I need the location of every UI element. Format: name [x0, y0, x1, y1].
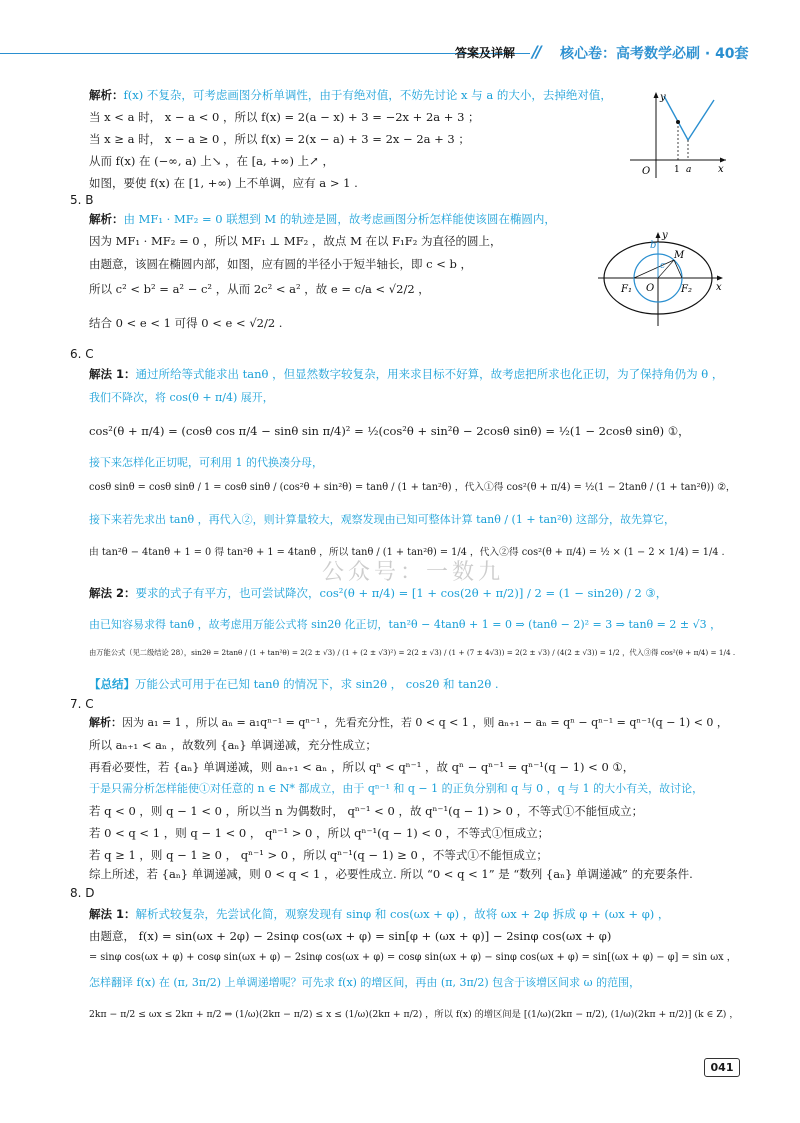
text-line: 结合 0 < e < 1 可得 0 < e < √2/2 .	[89, 316, 283, 330]
line-body: 通过所给等式能求出 tanθ ，但显然数字较复杂，用来求目标不好算，故考虑把所求也化正切，为了保持角仍为 θ ，	[135, 367, 724, 381]
fig1-x-label: x	[718, 164, 724, 175]
line-prefix: 解析：	[89, 212, 124, 226]
fig1-origin-label: O	[642, 166, 651, 177]
fig1-y-label: y	[660, 92, 666, 103]
text-line: 当 x ≥ a 时， x − a ≥ 0 ，所以 f(x) = 2(x − a) + 3 = 2x − 2a + 3 ；	[89, 132, 470, 146]
fig1-v-curve	[664, 96, 714, 140]
line-prefix: 解法 1：	[89, 907, 136, 921]
text-line: 当 x < a 时， x − a < 0 ，所以 f(x) = 2(a − x) + 3 = −2x + 2a + 3 ；	[89, 110, 480, 124]
line-prefix: 解法 1：	[89, 367, 136, 381]
equation-line: cosθ sinθ = cosθ sinθ / 1 = cosθ sinθ / (cos²θ + sin²θ) = tanθ / (1 + tan²θ) ，代入①得 cos²(θ + π/4) = ½(1 − 2tanθ / (1 + tan²θ)) ②，	[89, 482, 736, 493]
question-6-answer: 6. C	[70, 347, 94, 361]
text-line: 综上所述，若 {aₙ} 单调递减，则 0 < q < 1 ，必要性成立. 所以 “0 < q < 1” 是 “数列 {aₙ} 单调递减” 的充要条件.	[89, 867, 693, 881]
text-line: 因为 MF₁ · MF₂ = 0 ，所以 MF₁ ⊥ MF₂ ，故点 M 在以 F₁F₂ 为直径的圆上，	[89, 234, 502, 248]
text-line	[89, 715, 728, 731]
header-rule	[0, 53, 530, 54]
summary-line	[89, 676, 499, 692]
text-line	[89, 87, 612, 103]
text-line: 如图，要使 f(x) 在 [1, +∞) 上不单调，应有 a > 1 .	[89, 176, 358, 190]
header-section-label: 答案及详解	[455, 46, 516, 60]
line-prefix: 解析：	[89, 88, 124, 102]
text-line: 若 q ≥ 1 ，则 q − 1 ≥ 0 ， qⁿ⁻¹ > 0 ，所以 qⁿ⁻¹(q − 1) ≥ 0 ，不等式①不能恒成立；	[89, 848, 548, 862]
line-prefix: 解法 2：	[89, 586, 136, 600]
equation-line: 由万能公式（见二级结论 28），sin2θ = 2tanθ / (1 + tan²θ) = 2(2 ± √3) / (1 + (2 ± √3)²) = 2(2 ± √3) / (1 + (7 ± 4√3)) = 2(2 ± √3) / (4(2 ± √3)) = 1/2 ，代入③得 cos²(θ + π/4) = 1/4 .	[89, 648, 736, 657]
fig2-y-arrow-icon	[656, 232, 661, 238]
line-body: 要求的式子有平方，也可尝试降次，cos²(θ + π/4) = [1 + cos(2θ + π/2)] / 2 = (1 − sin2θ) / 2 ③，	[135, 586, 668, 600]
text-line: 接下来若先求出 tanθ ，再代入②，则计算量较大，观察发现由已知可整体计算 tanθ / (1 + tan²θ) 这部分，故先算它，	[89, 513, 675, 526]
text-line	[89, 585, 667, 601]
text-line: 所以 c² < b² = a² − c² ，从而 2c² < a² ，故 e = c/a < √2/2 ，	[89, 282, 430, 296]
line-body: f(x) 不复杂，可考虑画图分析单调性，由于有绝对值，不妨先讨论 x 与 a 的大小，去掉绝对值，	[123, 88, 612, 102]
fig2-f2-label: F₂	[681, 284, 692, 295]
question-7-answer: 7. C	[70, 697, 94, 711]
text-line: 若 0 < q < 1 ，则 q − 1 < 0 ， qⁿ⁻¹ > 0 ，所以 qⁿ⁻¹(q − 1) < 0 ，不等式①恒成立；	[89, 826, 550, 840]
watermark-text: 公众号：一数九	[322, 560, 505, 585]
header-brand-title: 核心卷：高考数学必刷 · 40套	[560, 46, 749, 62]
equation-line: 由 tan²θ − 4tanθ + 1 = 0 得 tan²θ + 1 = 4tanθ ，所以 tanθ / (1 + tan²θ) = 1/4 ，代入②得 cos²(θ + π/4) = ½ × (1 − 2 × 1/4) = 1/4 .	[89, 547, 725, 558]
fig2-m-label: M	[674, 250, 685, 261]
text-line: 怎样翻译 f(x) 在 (π, 3π/2) 上单调递增呢？可先求 f(x) 的增区间，再由 (π, 3π/2) 包含于该增区间求 ω 的范围，	[89, 976, 641, 989]
equation-line: cos²(θ + π/4) = (cosθ cos π/4 − sinθ sin π/4)² = ½(cos²θ + sin²θ − 2cosθ sinθ) = ½(1 − 2cosθ sinθ) ①，	[89, 424, 690, 438]
text-line: 接下来怎样化正切呢，可利用 1 的代换凑分母，	[89, 456, 323, 469]
figure-abs-value-graph	[630, 88, 730, 180]
fig2-f1-label: F₁	[621, 284, 632, 295]
text-line	[89, 906, 669, 922]
fig1-x-arrow-icon	[720, 158, 726, 163]
fig2-x-arrow-icon	[717, 276, 723, 281]
fig2-c-label: c	[660, 261, 666, 271]
text-line	[89, 211, 556, 227]
line-body: 万能公式可用于在已知 tanθ 的情况下，求 sin2θ ， cos2θ 和 tan2θ .	[135, 677, 499, 691]
fig2-y-label: y	[662, 230, 668, 241]
text-line: 我们不降次，将 cos(θ + π/4) 展开，	[89, 391, 274, 404]
fig1-tick-1: 1	[674, 165, 680, 175]
text-line: 所以 aₙ₊₁ < aₙ ，故数列 {aₙ} 单调递减，充分性成立；	[89, 738, 377, 752]
header-slash-icon: //	[532, 42, 540, 61]
line-prefix: 解析：	[89, 716, 122, 729]
text-line: 由已知容易求得 tanθ ，故考虑用万能公式将 sin2θ 化正切，tan²θ − 4tanθ + 1 = 0 ⇒ (tanθ − 2)² = 3 ⇒ tanθ = 2 ± √3 ，	[89, 618, 722, 631]
question-8-answer: 8. D	[70, 886, 95, 900]
line-body: 解析式较复杂，先尝试化简，观察发现有 sinφ 和 cos(ωx + φ) ，故将 ωx + 2φ 拆成 φ + (ωx + φ) ，	[135, 907, 670, 921]
fig2-b-label: b	[650, 240, 657, 251]
text-line: 再看必要性，若 {aₙ} 单调递减，则 aₙ₊₁ < aₙ ，所以 qⁿ < qⁿ⁻¹ ，故 qⁿ − qⁿ⁻¹ = qⁿ⁻¹(q − 1) < 0 ①，	[89, 760, 635, 774]
text-line	[89, 366, 723, 382]
page-header	[0, 0, 800, 70]
text-line: 若 q < 0 ，则 q − 1 < 0 ，所以当 n 为偶数时， qⁿ⁻¹ < 0 ，故 qⁿ⁻¹(q − 1) > 0 ，不等式①不能恒成立；	[89, 804, 644, 818]
summary-tag: 【总结】	[89, 677, 135, 691]
text-line: 由题意，该圆在椭圆内部，如图，应有圆的半径小于短半轴长，即 c < b ，	[89, 257, 473, 271]
fig1-tick-a: a	[686, 165, 692, 175]
equation-line: = sinφ cos(ωx + φ) + cosφ sin(ωx + φ) − 2sinφ cos(ωx + φ) = cosφ sin(ωx + φ) − sinφ cos(ωx + φ) = sin[(ωx + φ) − φ] = sin ωx ，	[89, 952, 737, 963]
figure-ellipse-circle	[596, 228, 726, 328]
fig1-y-arrow-icon	[654, 92, 659, 98]
equation-line: 2kπ − π/2 ≤ ωx ≤ 2kπ + π/2 ⇒ (1/ω)(2kπ − π/2) ≤ x ≤ (1/ω)(2kπ + π/2) ，所以 f(x) 的增区间是 [(1/ω)(2kπ − π/2), (1/ω)(2kπ + π/2)] (k ∈ Z) ，	[89, 1009, 739, 1020]
text-line: 于是只需分析怎样能使①对任意的 n ∈ N* 都成立，由于 qⁿ⁻¹ 和 q − 1 的正负分别和 q 与 0 ，q 与 1 的大小有关，故讨论，	[89, 782, 704, 795]
fig2-x-label: x	[716, 282, 722, 293]
text-line: 从而 f(x) 在 (−∞, a) 上↘ ，在 [a, +∞) 上↗ ，	[89, 154, 334, 168]
question-5-answer: 5. B	[70, 193, 94, 207]
line-body: 由 MF₁ · MF₂ = 0 联想到 M 的轨迹是圆，故考虑画图分析怎样能使该圆在椭圆内，	[123, 212, 556, 226]
equation-line: 由题意， f(x) = sin(ωx + 2φ) − 2sinφ cos(ωx + φ) = sin[φ + (ωx + φ)] − 2sinφ cos(ωx + φ)	[89, 929, 612, 943]
line-body: 因为 a₁ = 1 ，所以 aₙ = a₁qⁿ⁻¹ = qⁿ⁻¹ ，先看充分性，若 0 < q < 1 ，则 aₙ₊₁ − aₙ = qⁿ − qⁿ⁻¹ = qⁿ⁻¹(q − 1) < 0 ，	[122, 716, 728, 729]
fig2-origin-label: O	[646, 283, 655, 294]
page-number: 041	[704, 1058, 740, 1077]
